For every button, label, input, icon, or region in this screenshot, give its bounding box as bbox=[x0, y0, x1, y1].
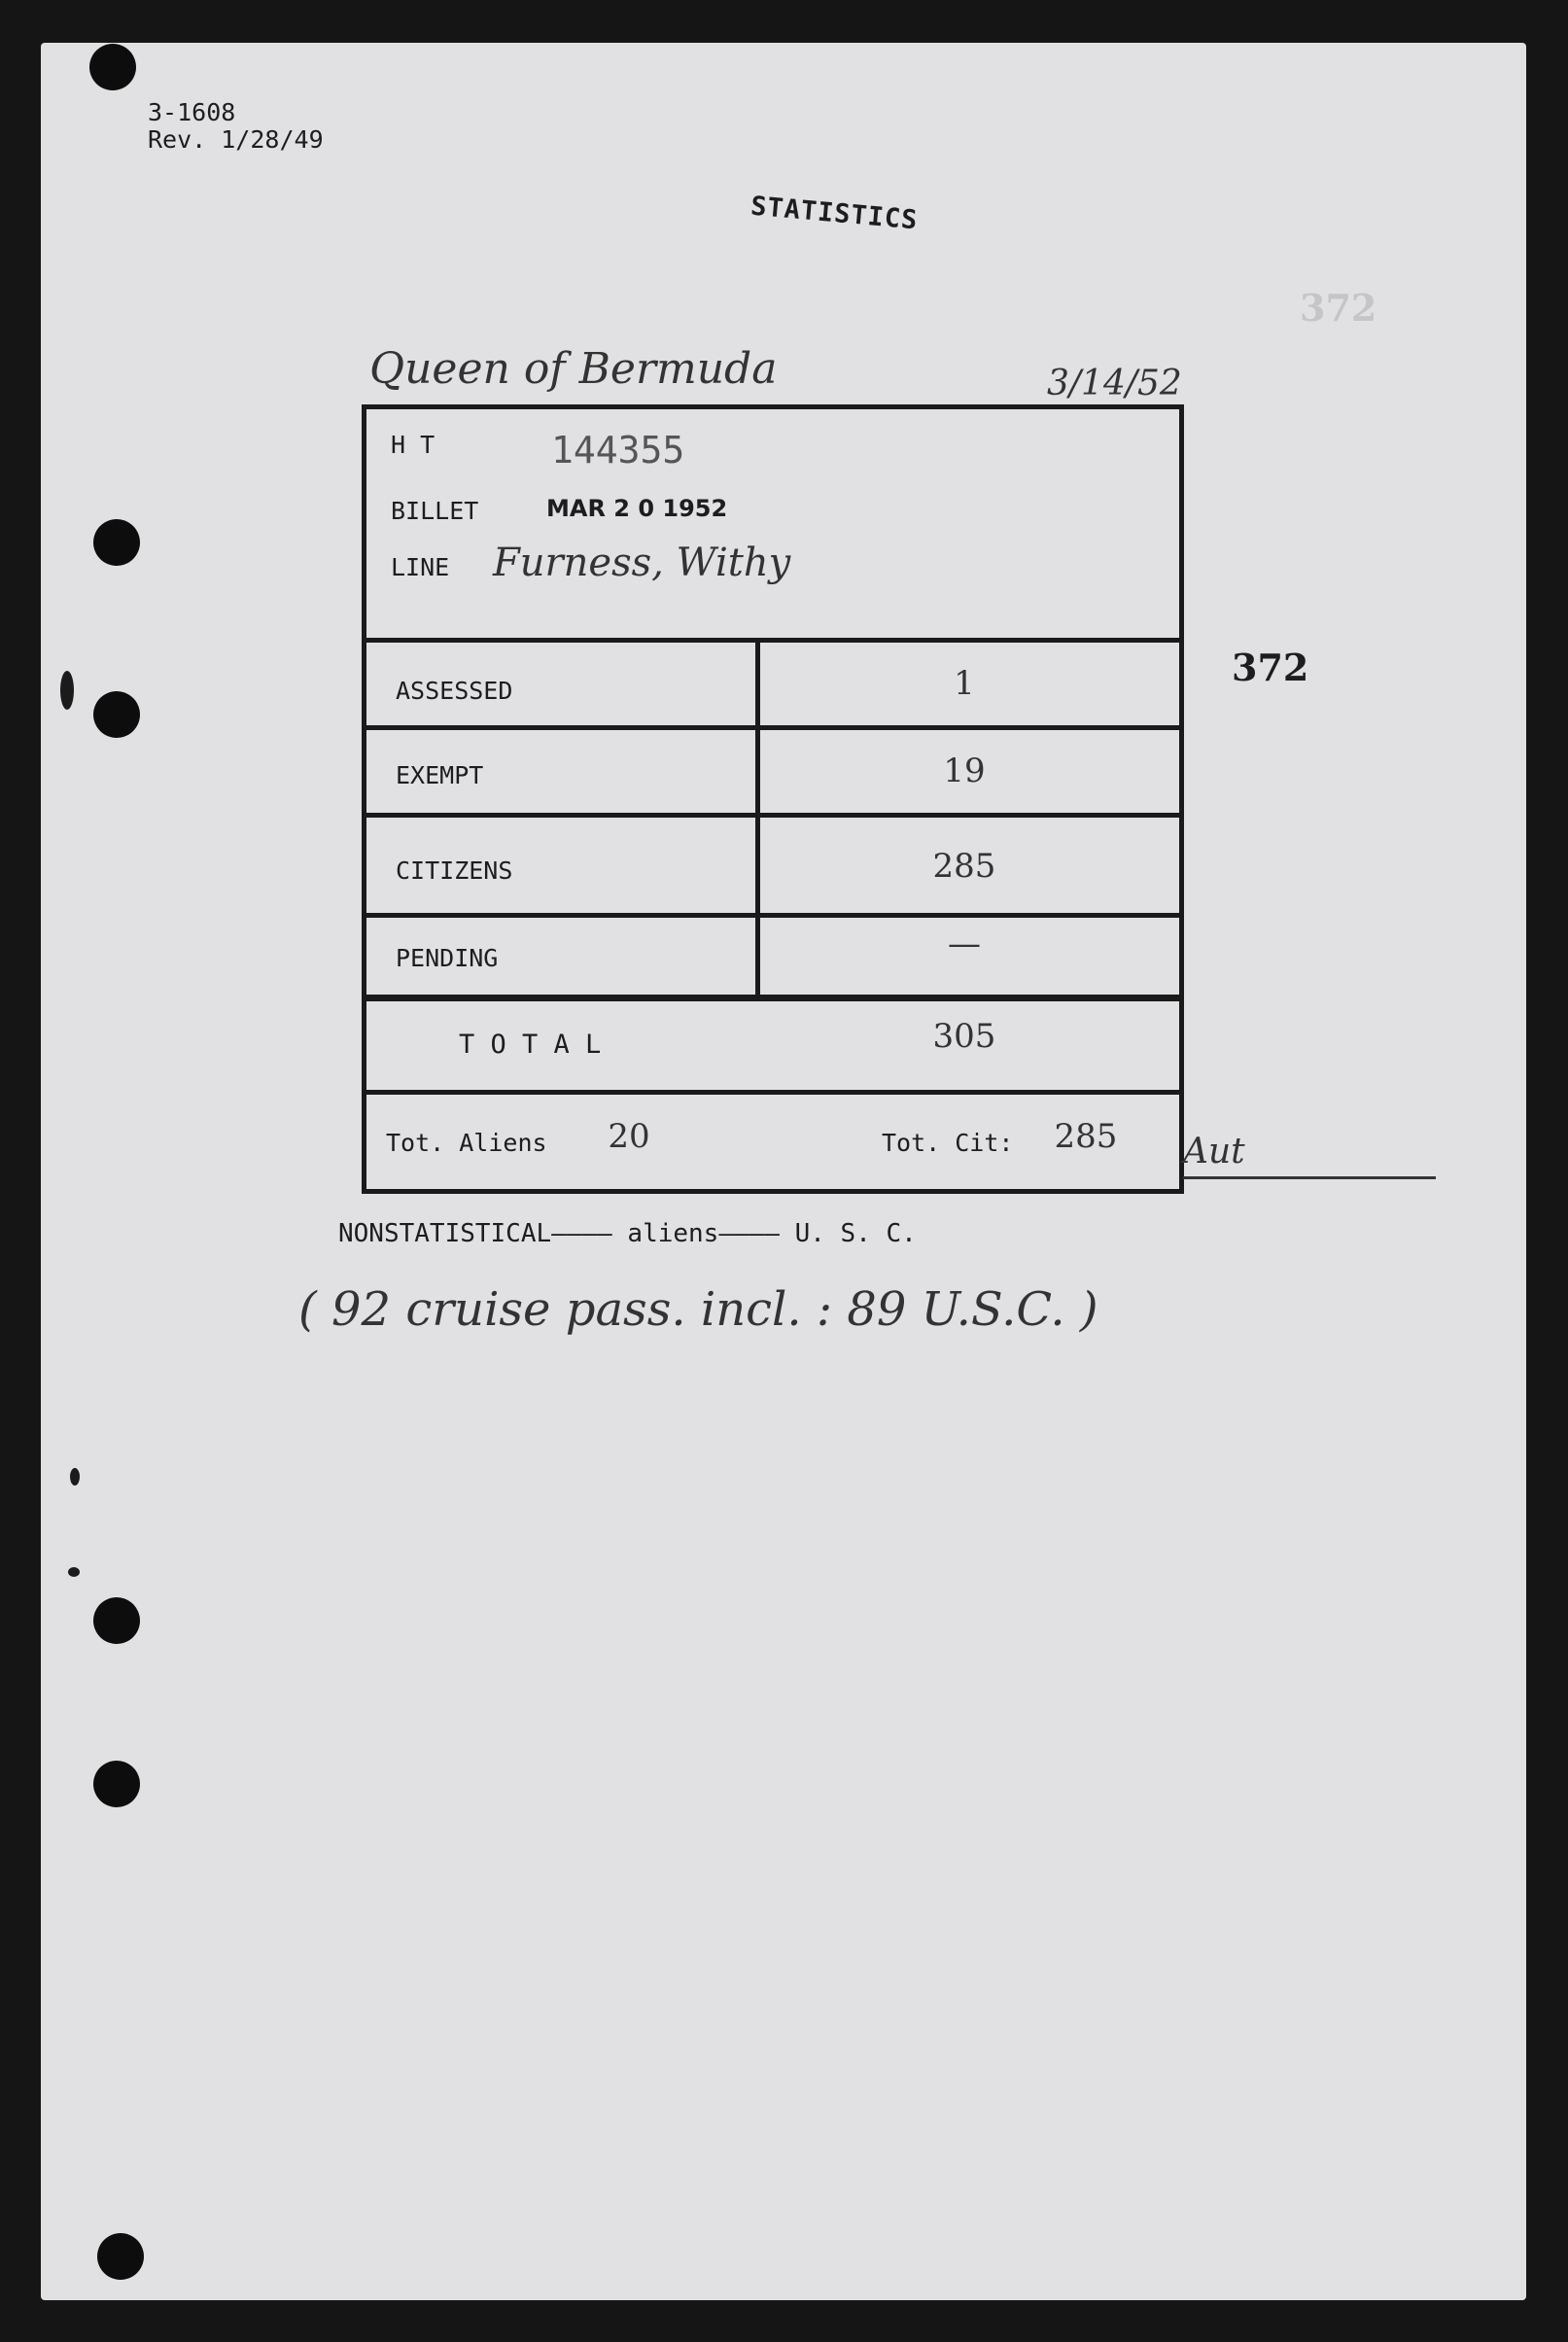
punch-hole bbox=[93, 1761, 140, 1807]
paper-mark bbox=[68, 1567, 80, 1577]
total-aliens-value: 20 bbox=[608, 1117, 650, 1156]
punch-hole bbox=[93, 691, 140, 738]
exempt-label: EXEMPT bbox=[396, 761, 484, 789]
ship-name: Queen of Bermuda bbox=[369, 344, 778, 394]
document-page bbox=[41, 43, 1526, 2300]
total-aliens-label: Tot. Aliens bbox=[386, 1129, 547, 1157]
total-citizens-value: 285 bbox=[1054, 1117, 1118, 1156]
paper-mark bbox=[60, 671, 74, 710]
assessed-label: ASSESSED bbox=[396, 677, 513, 705]
nonstatistical-line: NONSTATISTICAL———— aliens———— U. S. C. bbox=[338, 1219, 917, 1248]
statistics-stamp: STATISTICS bbox=[749, 191, 920, 236]
punch-hole bbox=[93, 519, 140, 566]
billet-date-stamp: MAR 2 0 1952 bbox=[546, 495, 728, 522]
pending-label: PENDING bbox=[396, 944, 499, 972]
exempt-value: 19 bbox=[943, 752, 986, 790]
total-label: T O T A L bbox=[459, 1030, 602, 1060]
paper-mark bbox=[70, 1468, 80, 1486]
assessed-value: 1 bbox=[954, 664, 975, 703]
ht-value: 144355 bbox=[551, 429, 685, 472]
faint-page-number: 372 bbox=[1300, 286, 1377, 330]
total-citizens-label: Tot. Cit: bbox=[882, 1129, 1014, 1157]
divider bbox=[366, 813, 1179, 818]
punch-hole bbox=[93, 1597, 140, 1644]
ht-label: H T bbox=[391, 431, 436, 459]
arrival-date: 3/14/52 bbox=[1047, 364, 1182, 403]
statistics-table bbox=[362, 404, 1184, 1194]
total-value: 305 bbox=[932, 1017, 996, 1056]
punch-hole bbox=[97, 2233, 144, 2280]
form-code: 3-1608 Rev. 1/28/49 bbox=[148, 98, 324, 154]
citizens-label: CITIZENS bbox=[396, 856, 513, 885]
handwritten-note: ( 92 cruise pass. incl. : 89 U.S.C. ) bbox=[298, 1282, 1098, 1337]
initials: Aut bbox=[1183, 1132, 1245, 1171]
billet-label: BILLET bbox=[391, 497, 479, 525]
divider bbox=[366, 638, 1179, 643]
page-number: 372 bbox=[1232, 646, 1309, 689]
pending-value: — bbox=[948, 925, 981, 963]
citizens-value: 285 bbox=[932, 847, 996, 886]
divider bbox=[366, 913, 1179, 918]
signature-line bbox=[1183, 1176, 1436, 1179]
divider bbox=[366, 995, 1179, 1001]
line-value: Furness, Withy bbox=[493, 541, 791, 585]
divider bbox=[366, 1090, 1179, 1095]
line-label: LINE bbox=[391, 553, 450, 581]
punch-hole bbox=[89, 44, 136, 90]
divider bbox=[366, 725, 1179, 730]
